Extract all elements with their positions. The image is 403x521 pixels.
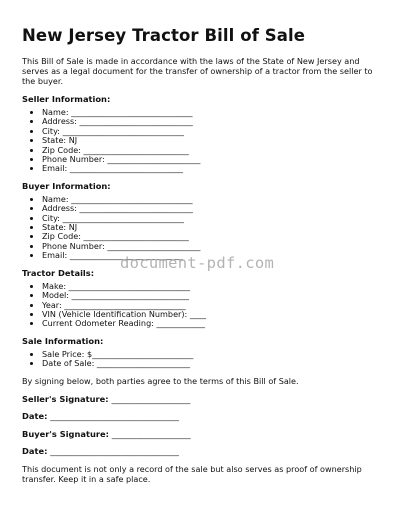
- buyer-heading: Buyer Information:: [22, 180, 111, 191]
- seller-state-field: • State: NJ: [42, 136, 384, 145]
- buyer-date-blank: _______________________________: [50, 446, 179, 457]
- tractor-list: [22, 282, 384, 329]
- watermark-text: document-pdf.com: [120, 254, 275, 272]
- buyer-address-field: • Address: ____________________________: [42, 204, 384, 213]
- sale-date-field: • Date of Sale: _______________________: [42, 359, 384, 368]
- tractor-heading: Tractor Details:: [22, 267, 95, 278]
- sale-price-field: • Sale Price: $_________________________: [42, 350, 384, 359]
- seller-date-line: [22, 411, 384, 421]
- tractor-model-field: • Model: _____________________________: [42, 291, 384, 300]
- buyer-city-field: • City: ______________________________: [42, 214, 384, 223]
- seller-phone-field: • Phone Number: _______________________: [42, 155, 384, 164]
- sale-list: [22, 350, 384, 369]
- document-title: New Jersey Tractor Bill of Sale: [22, 26, 306, 45]
- buyer-signature-line: [22, 429, 384, 439]
- tractor-odometer-field: • Current Odometer Reading: ____________: [42, 319, 384, 328]
- buyer-state-field: • State: NJ: [42, 223, 384, 232]
- seller-zip-field: • Zip Code: __________________________: [42, 146, 384, 155]
- intro-paragraph: This Bill of Sale is made in accordance with the laws of the State of New Jersey and serves as a legal document for the transfer of ownership of a tractor from the seller to the buyer.: [22, 56, 373, 86]
- buyer-date-label: Date:: [22, 446, 48, 457]
- seller-heading: Seller Information:: [22, 94, 111, 104]
- seller-name-field: • Name: ______________________________: [42, 108, 384, 117]
- buyer-email-field: • Email: ____________________________: [42, 251, 384, 260]
- seller-signature-line: [22, 394, 384, 404]
- sale-heading: Sale Information:: [22, 335, 104, 346]
- seller-signature-blank: ___________________: [111, 393, 191, 404]
- tractor-make-field: • Make: ______________________________: [42, 282, 384, 291]
- seller-date-label: Date:: [22, 411, 48, 422]
- tractor-year-field: • Year: ______________________________: [42, 301, 384, 310]
- agreement-text: By signing below, both parties agree to the terms of this Bill of Sale.: [22, 375, 299, 386]
- seller-address-field: • Address: ____________________________: [42, 117, 384, 126]
- buyer-date-line: [22, 446, 384, 456]
- seller-date-blank: _______________________________: [50, 411, 179, 422]
- seller-city-field: • City: ______________________________: [42, 127, 384, 136]
- seller-email-field: • Email: ____________________________: [42, 164, 384, 173]
- seller-list: [22, 108, 384, 174]
- buyer-signature-blank: ___________________: [111, 428, 191, 439]
- seller-signature-label: Seller's Signature:: [22, 393, 109, 404]
- footer-note: This document is not only a record of the sale but also serves as proof of ownership transfer. Keep it in a safe place.: [22, 463, 362, 484]
- buyer-list: [22, 195, 384, 261]
- buyer-signature-label: Buyer's Signature:: [22, 428, 109, 439]
- buyer-name-field: • Name: ______________________________: [42, 195, 384, 204]
- buyer-phone-field: • Phone Number: _______________________: [42, 242, 384, 251]
- tractor-vin-field: • VIN (Vehicle Identification Number): ____: [42, 310, 384, 319]
- buyer-zip-field: • Zip Code: __________________________: [42, 232, 384, 241]
